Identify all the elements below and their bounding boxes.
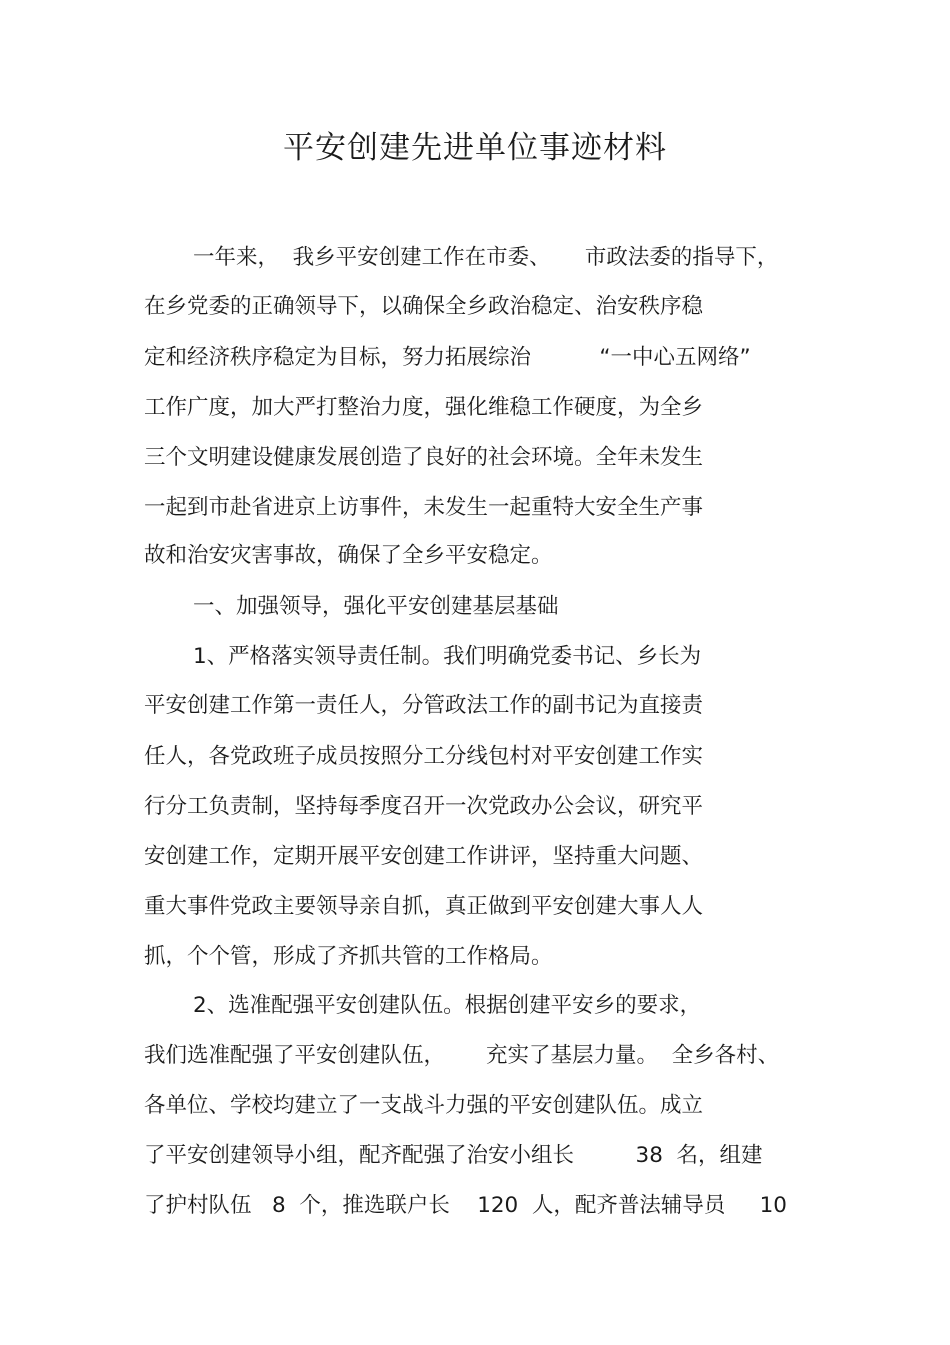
- paragraph-line: 我们选准配强了平安创建队伍， 充实了基层力量。 全乡各村、: [144, 1043, 780, 1068]
- paragraph-line: 在乡党委的正确领导下，以确保全乡政治稳定、治安秩序稳: [144, 294, 704, 319]
- paragraph-line: 了护村队伍 8 个，推选联户长 120 人，配齐普法辅导员 10: [144, 1193, 787, 1218]
- paragraph-line: 一起到市赴省进京上访事件，未发生一起重特大安全生产事: [144, 495, 704, 520]
- paragraph-line: 各单位、学校均建立了一支战斗力强的平安创建队伍。成立: [144, 1093, 704, 1118]
- paragraph-line: 安创建工作，定期开展平安创建工作讲评，坚持重大问题、: [144, 844, 704, 869]
- paragraph-line: 定和经济秩序稳定为目标，努力拓展综治 “一中心五网络”: [144, 345, 751, 370]
- paragraph-line: 工作广度，加大严打整治力度，强化维稳工作硬度，为全乡: [144, 395, 704, 420]
- paragraph-line: 任人，各党政班子成员按照分工分线包村对平安创建工作实: [144, 744, 704, 769]
- paragraph-line: 2、选准配强平安创建队伍。根据创建平安乡的要求，: [193, 993, 702, 1018]
- paragraph-line: 平安创建工作第一责任人，分管政法工作的副书记为直接责: [144, 693, 704, 718]
- paragraph-line: 一年来， 我乡平安创建工作在市委、 市政法委的指导下，: [193, 245, 779, 270]
- paragraph-line: 一、加强领导，强化平安创建基层基础: [193, 594, 559, 619]
- paragraph-line: 故和治安灾害事故，确保了全乡平安稳定。: [144, 543, 553, 568]
- paragraph-line: 1、严格落实领导责任制。我们明确党委书记、乡长为: [193, 644, 702, 669]
- paragraph-line: 重大事件党政主要领导亲自抓，真正做到平安创建大事人人: [144, 894, 704, 919]
- paragraph-line: 三个文明建设健康发展创造了良好的社会环境。全年未发生: [144, 445, 704, 470]
- document-title: 平安创建先进单位事迹材料: [283, 130, 667, 166]
- paragraph-line: 了平安创建领导小组，配齐配强了治安小组长 38 名，组建: [144, 1143, 763, 1168]
- paragraph-line: 行分工负责制，坚持每季度召开一次党政办公会议，研究平: [144, 794, 704, 819]
- paragraph-line: 抓，个个管，形成了齐抓共管的工作格局。: [144, 944, 553, 969]
